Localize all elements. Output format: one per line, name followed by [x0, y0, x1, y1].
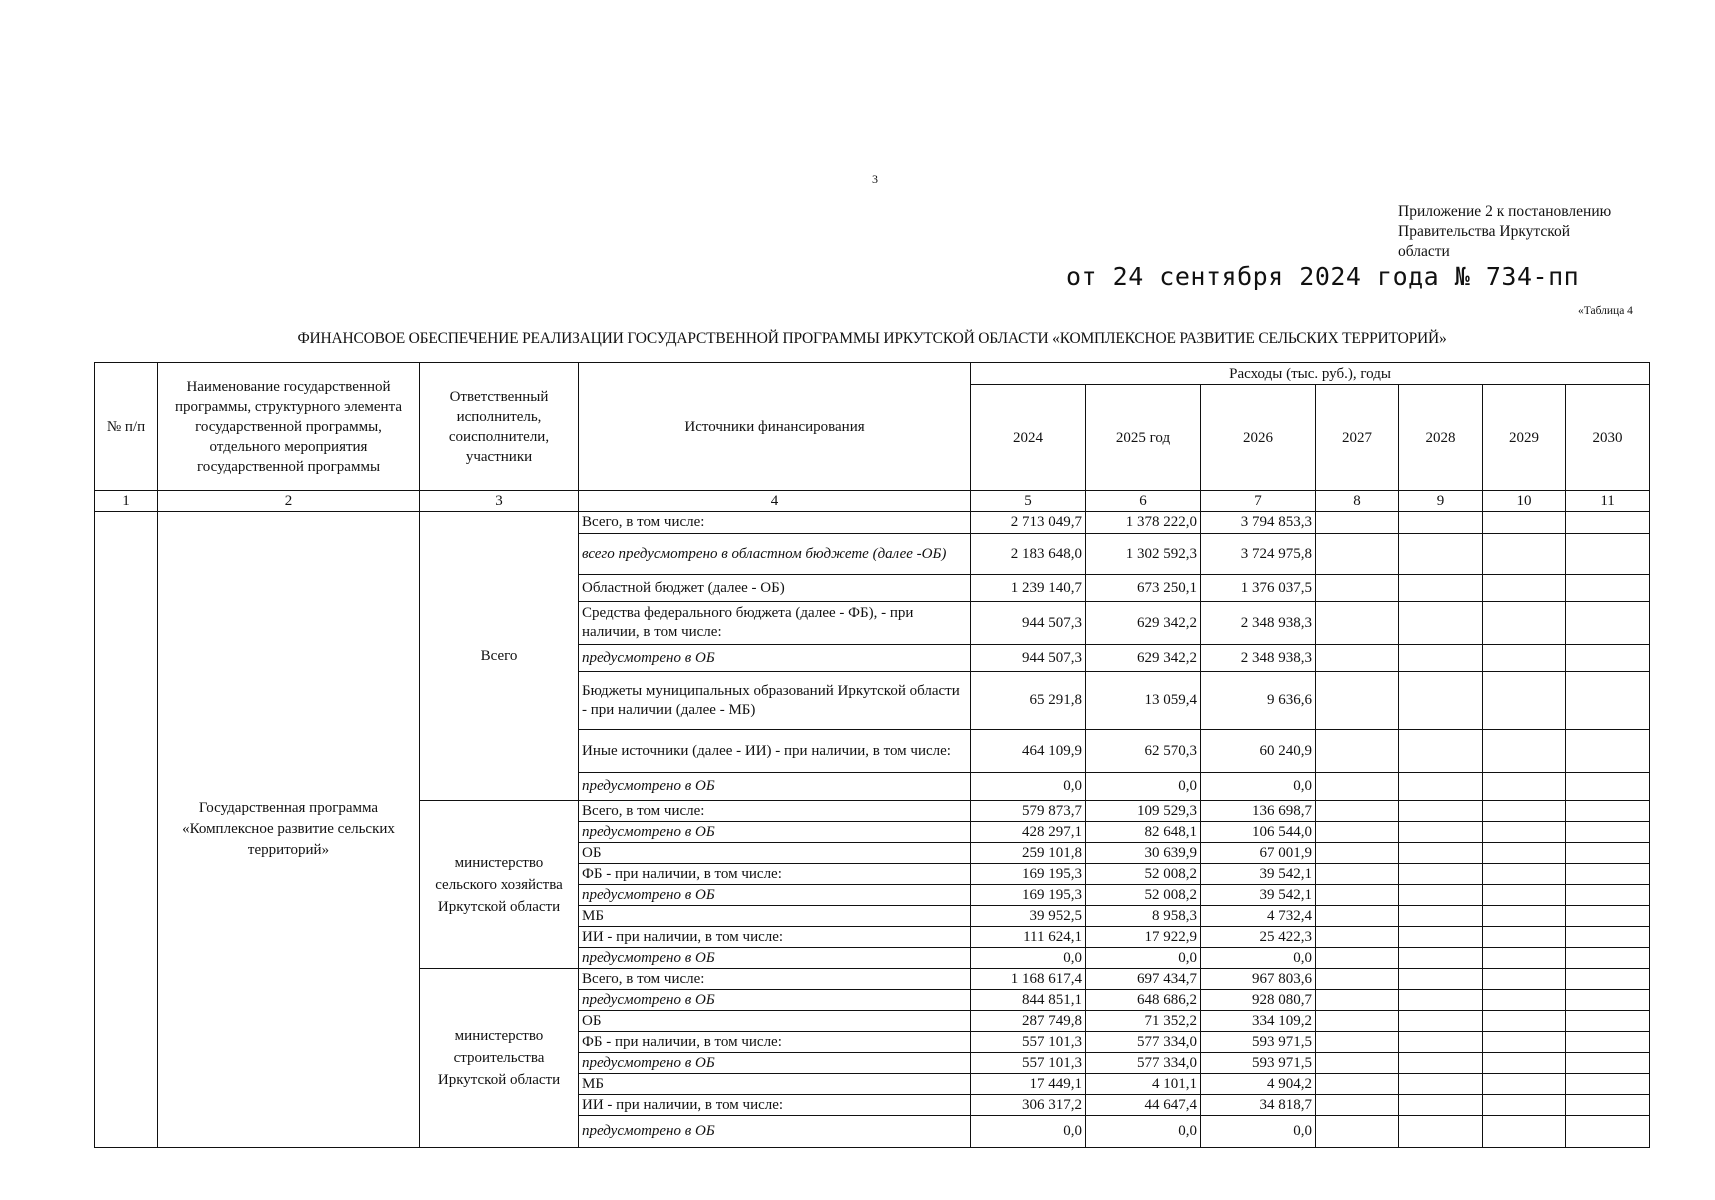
source-cell: ФБ - при наличии, в том числе:: [579, 1032, 971, 1053]
empty-value-cell: [1483, 512, 1566, 534]
column-index: 10: [1483, 491, 1566, 512]
empty-value-cell: [1483, 773, 1566, 801]
empty-value-cell: [1399, 773, 1483, 801]
empty-value-cell: [1483, 1116, 1566, 1148]
empty-value-cell: [1483, 885, 1566, 906]
header-year: 2028: [1399, 385, 1483, 491]
empty-value-cell: [1399, 672, 1483, 730]
empty-value-cell: [1399, 990, 1483, 1011]
empty-value-cell: [1316, 534, 1399, 575]
column-index: 2: [158, 491, 420, 512]
empty-value-cell: [1316, 730, 1399, 773]
value-cell: 0,0: [1086, 1116, 1201, 1148]
empty-value-cell: [1483, 1032, 1566, 1053]
column-index: 3: [420, 491, 579, 512]
empty-value-cell: [1566, 575, 1650, 602]
source-cell: Средства федерального бюджета (далее - ФБ), - при наличии, в том числе:: [579, 602, 971, 645]
empty-value-cell: [1399, 822, 1483, 843]
value-cell: 593 971,5: [1201, 1053, 1316, 1074]
source-cell: предусмотрено в ОБ: [579, 1116, 971, 1148]
value-cell: 25 422,3: [1201, 927, 1316, 948]
empty-value-cell: [1399, 927, 1483, 948]
empty-value-cell: [1399, 602, 1483, 645]
executor-cell: министерство сельского хозяйства Иркутской области: [420, 801, 579, 969]
value-cell: 2 348 938,3: [1201, 645, 1316, 672]
empty-value-cell: [1316, 822, 1399, 843]
value-cell: 17 449,1: [971, 1074, 1086, 1095]
empty-value-cell: [1316, 927, 1399, 948]
empty-value-cell: [1566, 1032, 1650, 1053]
empty-value-cell: [1316, 575, 1399, 602]
empty-value-cell: [1566, 927, 1650, 948]
empty-value-cell: [1399, 534, 1483, 575]
empty-value-cell: [1483, 843, 1566, 864]
header-executor: Ответственный исполнитель, соисполнители, участники: [420, 363, 579, 491]
empty-value-cell: [1566, 645, 1650, 672]
source-cell: Всего, в том числе:: [579, 512, 971, 534]
empty-value-cell: [1399, 843, 1483, 864]
empty-value-cell: [1316, 672, 1399, 730]
empty-value-cell: [1399, 969, 1483, 990]
column-index: 6: [1086, 491, 1201, 512]
value-cell: 306 317,2: [971, 1095, 1086, 1116]
value-cell: 71 352,2: [1086, 1011, 1201, 1032]
empty-value-cell: [1566, 602, 1650, 645]
value-cell: 2 713 049,7: [971, 512, 1086, 534]
source-cell: предусмотрено в ОБ: [579, 773, 971, 801]
header-source: Источники финансирования: [579, 363, 971, 491]
value-cell: 111 624,1: [971, 927, 1086, 948]
empty-value-cell: [1316, 801, 1399, 822]
value-cell: 673 250,1: [1086, 575, 1201, 602]
empty-value-cell: [1566, 1116, 1650, 1148]
source-cell: ИИ - при наличии, в том числе:: [579, 1095, 971, 1116]
column-index: 1: [95, 491, 158, 512]
value-cell: 0,0: [971, 773, 1086, 801]
empty-value-cell: [1483, 1011, 1566, 1032]
empty-value-cell: [1316, 906, 1399, 927]
empty-value-cell: [1566, 1074, 1650, 1095]
value-cell: 3 794 853,3: [1201, 512, 1316, 534]
header-year: 2030: [1566, 385, 1650, 491]
value-cell: 9 636,6: [1201, 672, 1316, 730]
header-year: 2027: [1316, 385, 1399, 491]
empty-value-cell: [1399, 1116, 1483, 1148]
empty-value-cell: [1316, 1116, 1399, 1148]
value-cell: 65 291,8: [971, 672, 1086, 730]
source-cell: ОБ: [579, 843, 971, 864]
value-cell: 136 698,7: [1201, 801, 1316, 822]
source-cell: ФБ - при наличии, в том числе:: [579, 864, 971, 885]
empty-value-cell: [1399, 1053, 1483, 1074]
empty-value-cell: [1316, 969, 1399, 990]
empty-value-cell: [1399, 1032, 1483, 1053]
value-cell: 34 818,7: [1201, 1095, 1316, 1116]
value-cell: 944 507,3: [971, 645, 1086, 672]
empty-value-cell: [1566, 1011, 1650, 1032]
empty-value-cell: [1399, 885, 1483, 906]
empty-value-cell: [1316, 990, 1399, 1011]
source-cell: Бюджеты муниципальных образований Иркутской области - при наличии (далее - МБ): [579, 672, 971, 730]
empty-value-cell: [1483, 730, 1566, 773]
value-cell: 0,0: [971, 1116, 1086, 1148]
value-cell: 629 342,2: [1086, 602, 1201, 645]
value-cell: 928 080,7: [1201, 990, 1316, 1011]
appendix-note: [1398, 202, 1648, 262]
value-cell: 557 101,3: [971, 1032, 1086, 1053]
column-index: 8: [1316, 491, 1399, 512]
value-cell: 13 059,4: [1086, 672, 1201, 730]
value-cell: 0,0: [1086, 773, 1201, 801]
empty-value-cell: [1566, 990, 1650, 1011]
value-cell: 259 101,8: [971, 843, 1086, 864]
column-index: 5: [971, 491, 1086, 512]
row-number-cell: [95, 512, 158, 1148]
empty-value-cell: [1399, 948, 1483, 969]
appendix-line: области: [1398, 243, 1450, 260]
empty-value-cell: [1566, 512, 1650, 534]
empty-value-cell: [1566, 672, 1650, 730]
empty-value-cell: [1566, 885, 1650, 906]
empty-value-cell: [1483, 990, 1566, 1011]
value-cell: 2 348 938,3: [1201, 602, 1316, 645]
value-cell: 334 109,2: [1201, 1011, 1316, 1032]
header-year: 2024: [971, 385, 1086, 491]
page-number: 3: [872, 172, 878, 186]
empty-value-cell: [1316, 1011, 1399, 1032]
source-cell: ОБ: [579, 1011, 971, 1032]
empty-value-cell: [1483, 1053, 1566, 1074]
empty-value-cell: [1483, 534, 1566, 575]
header-year: 2025 год: [1086, 385, 1201, 491]
value-cell: 577 334,0: [1086, 1032, 1201, 1053]
empty-value-cell: [1316, 864, 1399, 885]
empty-value-cell: [1483, 1095, 1566, 1116]
empty-value-cell: [1316, 1095, 1399, 1116]
empty-value-cell: [1483, 864, 1566, 885]
empty-value-cell: [1399, 575, 1483, 602]
empty-value-cell: [1316, 773, 1399, 801]
empty-value-cell: [1566, 822, 1650, 843]
value-cell: 0,0: [1201, 1116, 1316, 1148]
empty-value-cell: [1483, 672, 1566, 730]
empty-value-cell: [1566, 906, 1650, 927]
financing-table: [94, 362, 1650, 1148]
value-cell: 1 378 222,0: [1086, 512, 1201, 534]
value-cell: 39 542,1: [1201, 864, 1316, 885]
table-tag: «Таблица 4: [1578, 305, 1633, 317]
value-cell: 648 686,2: [1086, 990, 1201, 1011]
header-name: Наименование государственной программы, структурного элемента государственной программы, отдельного мероприятия государственной программы: [158, 363, 420, 491]
value-cell: 1 376 037,5: [1201, 575, 1316, 602]
value-cell: 82 648,1: [1086, 822, 1201, 843]
column-index: 7: [1201, 491, 1316, 512]
empty-value-cell: [1316, 1053, 1399, 1074]
executor-cell: Всего: [420, 512, 579, 801]
empty-value-cell: [1566, 948, 1650, 969]
appendix-line: Правительства Иркутской: [1398, 223, 1571, 240]
value-cell: 428 297,1: [971, 822, 1086, 843]
value-cell: 0,0: [971, 948, 1086, 969]
value-cell: 1 239 140,7: [971, 575, 1086, 602]
value-cell: 697 434,7: [1086, 969, 1201, 990]
value-cell: 464 109,9: [971, 730, 1086, 773]
value-cell: 52 008,2: [1086, 885, 1201, 906]
source-cell: ИИ - при наличии, в том числе:: [579, 927, 971, 948]
value-cell: 30 639,9: [1086, 843, 1201, 864]
empty-value-cell: [1566, 773, 1650, 801]
value-cell: 287 749,8: [971, 1011, 1086, 1032]
column-index: 9: [1399, 491, 1483, 512]
value-cell: 60 240,9: [1201, 730, 1316, 773]
value-cell: 1 168 617,4: [971, 969, 1086, 990]
empty-value-cell: [1399, 645, 1483, 672]
empty-value-cell: [1566, 843, 1650, 864]
column-index: 11: [1566, 491, 1650, 512]
empty-value-cell: [1316, 948, 1399, 969]
empty-value-cell: [1399, 1095, 1483, 1116]
source-cell: МБ: [579, 906, 971, 927]
source-cell: Иные источники (далее - ИИ) - при наличии, в том числе:: [579, 730, 971, 773]
value-cell: 52 008,2: [1086, 864, 1201, 885]
value-cell: 8 958,3: [1086, 906, 1201, 927]
empty-value-cell: [1483, 822, 1566, 843]
value-cell: 4 101,1: [1086, 1074, 1201, 1095]
empty-value-cell: [1483, 1074, 1566, 1095]
value-cell: 593 971,5: [1201, 1032, 1316, 1053]
empty-value-cell: [1483, 906, 1566, 927]
source-cell: предусмотрено в ОБ: [579, 948, 971, 969]
decree-stamp: от 24 сентября 2024 года № 734-пп: [1066, 262, 1580, 291]
source-cell: предусмотрено в ОБ: [579, 822, 971, 843]
empty-value-cell: [1316, 1032, 1399, 1053]
empty-value-cell: [1483, 927, 1566, 948]
empty-value-cell: [1483, 948, 1566, 969]
column-index: 4: [579, 491, 971, 512]
empty-value-cell: [1399, 1074, 1483, 1095]
empty-value-cell: [1399, 1011, 1483, 1032]
source-cell: предусмотрено в ОБ: [579, 990, 971, 1011]
empty-value-cell: [1566, 534, 1650, 575]
value-cell: 39 952,5: [971, 906, 1086, 927]
empty-value-cell: [1316, 602, 1399, 645]
header-expenses: Расходы (тыс. руб.), годы: [971, 363, 1650, 385]
empty-value-cell: [1483, 969, 1566, 990]
source-cell: Всего, в том числе:: [579, 801, 971, 822]
empty-value-cell: [1316, 843, 1399, 864]
empty-value-cell: [1483, 801, 1566, 822]
value-cell: 169 195,3: [971, 885, 1086, 906]
source-cell: Областной бюджет (далее - ОБ): [579, 575, 971, 602]
empty-value-cell: [1483, 602, 1566, 645]
empty-value-cell: [1566, 969, 1650, 990]
value-cell: 3 724 975,8: [1201, 534, 1316, 575]
value-cell: 0,0: [1201, 948, 1316, 969]
empty-value-cell: [1399, 801, 1483, 822]
empty-value-cell: [1483, 575, 1566, 602]
value-cell: 629 342,2: [1086, 645, 1201, 672]
value-cell: 2 183 648,0: [971, 534, 1086, 575]
source-cell: МБ: [579, 1074, 971, 1095]
executor-cell: министерство строительства Иркутской области: [420, 969, 579, 1148]
value-cell: 17 922,9: [1086, 927, 1201, 948]
value-cell: 106 544,0: [1201, 822, 1316, 843]
value-cell: 4 732,4: [1201, 906, 1316, 927]
program-name: Государственная программа «Комплексное развитие сельских территорий»: [158, 512, 420, 1148]
header-year: 2029: [1483, 385, 1566, 491]
empty-value-cell: [1566, 1095, 1650, 1116]
source-cell: всего предусмотрено в областном бюджете (далее -ОБ): [579, 534, 971, 575]
empty-value-cell: [1399, 730, 1483, 773]
empty-value-cell: [1399, 906, 1483, 927]
value-cell: 577 334,0: [1086, 1053, 1201, 1074]
value-cell: 169 195,3: [971, 864, 1086, 885]
empty-value-cell: [1566, 864, 1650, 885]
empty-value-cell: [1316, 1074, 1399, 1095]
value-cell: 844 851,1: [971, 990, 1086, 1011]
value-cell: 0,0: [1086, 948, 1201, 969]
source-cell: Всего, в том числе:: [579, 969, 971, 990]
empty-value-cell: [1399, 512, 1483, 534]
value-cell: 109 529,3: [1086, 801, 1201, 822]
value-cell: 62 570,3: [1086, 730, 1201, 773]
value-cell: 944 507,3: [971, 602, 1086, 645]
source-cell: предусмотрено в ОБ: [579, 885, 971, 906]
value-cell: 579 873,7: [971, 801, 1086, 822]
document-title: ФИНАНСОВОЕ ОБЕСПЕЧЕНИЕ РЕАЛИЗАЦИИ ГОСУДАРСТВЕННОЙ ПРОГРАММЫ ИРКУТСКОЙ ОБЛАСТИ «КОМПЛЕКСНОЕ РАЗВИТИЕ СЕЛЬСКИХ ТЕРРИТОРИЙ»: [297, 330, 1447, 347]
value-cell: 967 803,6: [1201, 969, 1316, 990]
value-cell: 4 904,2: [1201, 1074, 1316, 1095]
value-cell: 1 302 592,3: [1086, 534, 1201, 575]
value-cell: 0,0: [1201, 773, 1316, 801]
empty-value-cell: [1316, 885, 1399, 906]
empty-value-cell: [1316, 512, 1399, 534]
empty-value-cell: [1566, 730, 1650, 773]
empty-value-cell: [1566, 801, 1650, 822]
empty-value-cell: [1566, 1053, 1650, 1074]
empty-value-cell: [1316, 645, 1399, 672]
empty-value-cell: [1483, 645, 1566, 672]
source-cell: предусмотрено в ОБ: [579, 1053, 971, 1074]
value-cell: 39 542,1: [1201, 885, 1316, 906]
header-num: № п/п: [95, 363, 158, 491]
value-cell: 44 647,4: [1086, 1095, 1201, 1116]
value-cell: 557 101,3: [971, 1053, 1086, 1074]
value-cell: 67 001,9: [1201, 843, 1316, 864]
source-cell: предусмотрено в ОБ: [579, 645, 971, 672]
empty-value-cell: [1399, 864, 1483, 885]
table-row: [95, 512, 1650, 534]
appendix-line: Приложение 2 к постановлению: [1398, 203, 1612, 220]
header-year: 2026: [1201, 385, 1316, 491]
